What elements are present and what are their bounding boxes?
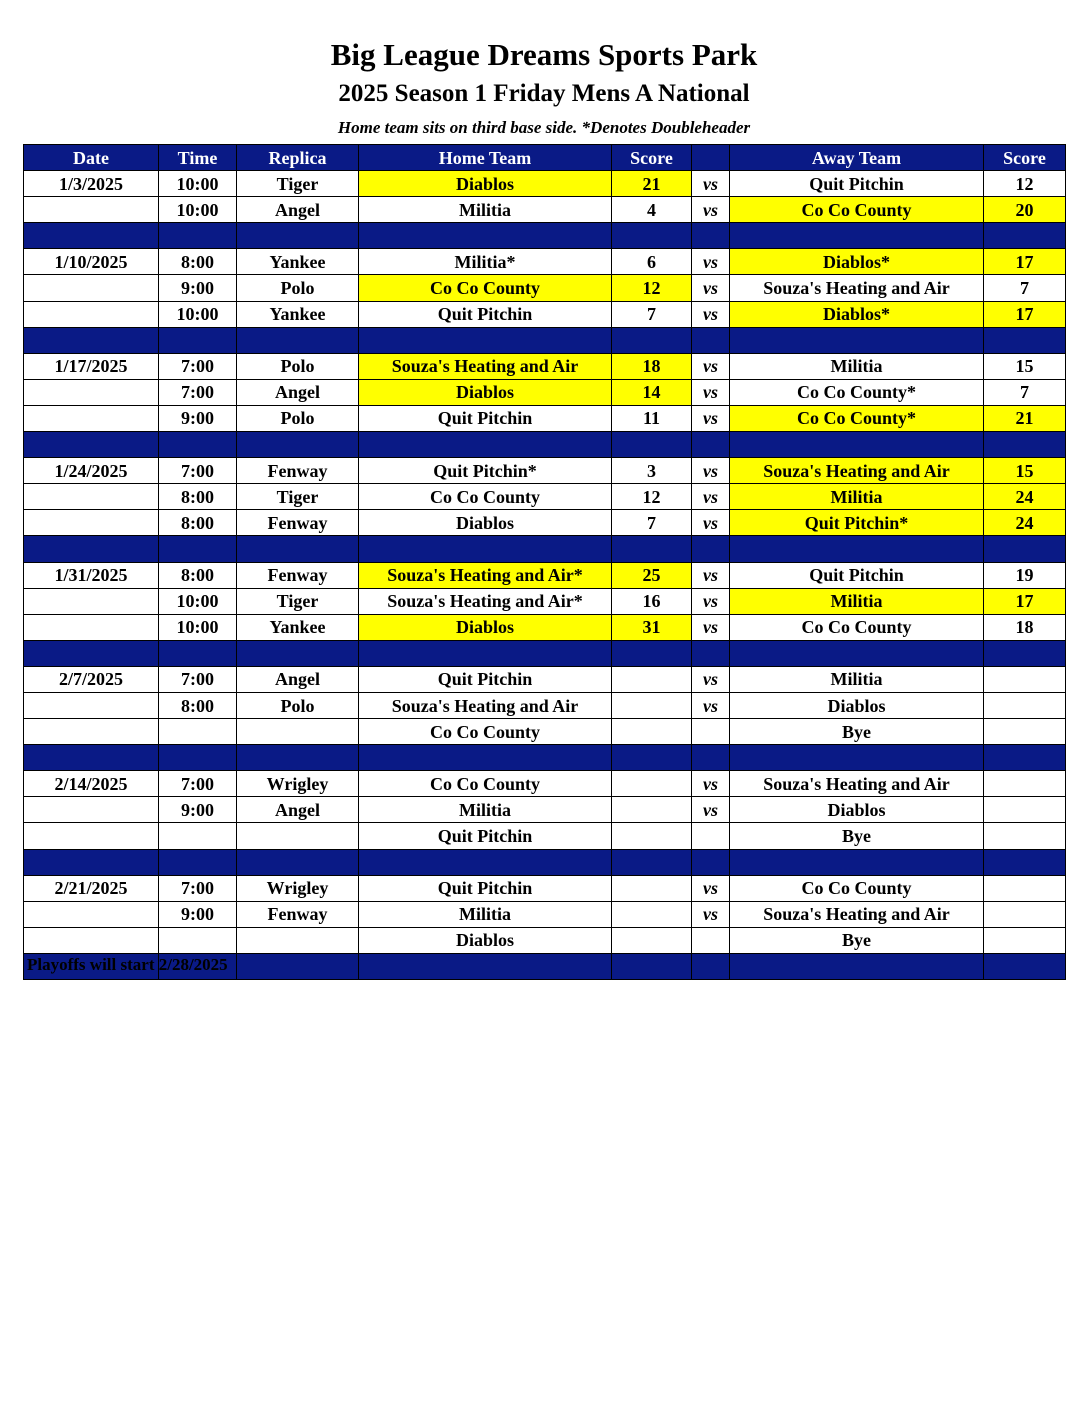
cell-date <box>24 484 159 510</box>
cell-away-score <box>984 875 1066 901</box>
cell-away-team: Militia <box>730 484 984 510</box>
cell-home-score: 25 <box>612 562 692 588</box>
cell-date: 2/21/2025 <box>24 875 159 901</box>
cell-home-score: 18 <box>612 353 692 379</box>
schedule-note: Home team sits on third base side. *Denotes Doubleheader <box>337 118 751 137</box>
col-header-time: Time <box>159 145 237 171</box>
separator-cell <box>730 432 984 458</box>
game-row <box>24 692 1066 718</box>
cell-home-score <box>612 901 692 927</box>
cell-time: 8:00 <box>159 484 237 510</box>
page-subtitle: 2025 Season 1 Friday Mens A National <box>338 80 750 107</box>
game-row <box>24 353 1066 379</box>
cell-time: 7:00 <box>159 458 237 484</box>
cell-away-team: Co Co County* <box>730 379 984 405</box>
game-row <box>24 901 1066 927</box>
separator-cell <box>237 432 359 458</box>
cell-home-team: Militia* <box>359 249 612 275</box>
separator-cell <box>730 745 984 771</box>
separator-cell <box>612 536 692 562</box>
cell-away-score: 12 <box>984 171 1066 197</box>
cell-away-score: 24 <box>984 484 1066 510</box>
separator-cell <box>692 849 730 875</box>
cell-time: 10:00 <box>159 171 237 197</box>
cell-vs: vs <box>692 458 730 484</box>
separator-cell <box>237 223 359 249</box>
separator-cell <box>24 849 159 875</box>
cell-away-team: Militia <box>730 588 984 614</box>
cell-replica: Tiger <box>237 484 359 510</box>
cell-vs <box>692 823 730 849</box>
cell-away-team: Co Co County <box>730 875 984 901</box>
col-header-away-score: Score <box>984 145 1066 171</box>
separator-cell <box>730 640 984 666</box>
separator-cell <box>359 640 612 666</box>
week-separator-row <box>24 640 1066 666</box>
game-row <box>24 823 1066 849</box>
game-row <box>24 458 1066 484</box>
separator-cell <box>692 327 730 353</box>
cell-home-score: 14 <box>612 379 692 405</box>
cell-home-team: Quit Pitchin <box>359 666 612 692</box>
cell-away-score <box>984 666 1066 692</box>
cell-time: 8:00 <box>159 249 237 275</box>
cell-vs: vs <box>692 379 730 405</box>
cell-date <box>24 823 159 849</box>
cell-away-score: 7 <box>984 379 1066 405</box>
cell-home-team: Militia <box>359 797 612 823</box>
game-row <box>24 771 1066 797</box>
separator-cell <box>692 640 730 666</box>
separator-cell <box>692 432 730 458</box>
separator-cell <box>984 327 1066 353</box>
cell-replica: Angel <box>237 197 359 223</box>
cell-home-score <box>612 797 692 823</box>
separator-cell <box>237 327 359 353</box>
cell-away-score <box>984 823 1066 849</box>
separator-cell <box>730 327 984 353</box>
week-separator-row <box>24 432 1066 458</box>
game-row <box>24 510 1066 536</box>
cell-date <box>24 692 159 718</box>
cell-vs: vs <box>692 197 730 223</box>
cell-replica <box>237 823 359 849</box>
separator-cell <box>159 745 237 771</box>
cell-date: 2/7/2025 <box>24 666 159 692</box>
separator-cell <box>984 849 1066 875</box>
cell-away-score: 17 <box>984 249 1066 275</box>
separator-cell <box>359 953 612 979</box>
cell-time: 10:00 <box>159 197 237 223</box>
cell-date: 1/3/2025 <box>24 171 159 197</box>
schedule-header-row <box>24 145 1066 171</box>
cell-time: 8:00 <box>159 510 237 536</box>
separator-cell <box>359 849 612 875</box>
cell-replica: Fenway <box>237 562 359 588</box>
cell-time: 7:00 <box>159 875 237 901</box>
cell-home-team: Souza's Heating and Air* <box>359 588 612 614</box>
separator-cell <box>692 536 730 562</box>
cell-home-score: 21 <box>612 171 692 197</box>
separator-cell <box>730 223 984 249</box>
separator-cell <box>692 953 730 979</box>
cell-away-score: 20 <box>984 197 1066 223</box>
cell-home-score: 16 <box>612 588 692 614</box>
cell-replica: Yankee <box>237 249 359 275</box>
cell-away-score: 17 <box>984 588 1066 614</box>
cell-away-team: Militia <box>730 666 984 692</box>
cell-home-score: 12 <box>612 275 692 301</box>
cell-home-score <box>612 666 692 692</box>
cell-away-team: Souza's Heating and Air <box>730 771 984 797</box>
cell-date <box>24 510 159 536</box>
cell-home-team: Diablos <box>359 379 612 405</box>
game-row <box>24 275 1066 301</box>
cell-time: 9:00 <box>159 797 237 823</box>
game-row <box>24 405 1066 431</box>
cell-home-team: Diablos <box>359 614 612 640</box>
cell-away-score <box>984 719 1066 745</box>
cell-home-team: Co Co County <box>359 484 612 510</box>
cell-home-score: 12 <box>612 484 692 510</box>
cell-away-team: Quit Pitchin <box>730 562 984 588</box>
col-header-date: Date <box>24 145 159 171</box>
cell-time <box>159 927 237 953</box>
cell-date <box>24 275 159 301</box>
game-row <box>24 484 1066 510</box>
schedule-table <box>23 144 1066 980</box>
separator-cell <box>159 223 237 249</box>
col-header-replica: Replica <box>237 145 359 171</box>
cell-time: 7:00 <box>159 771 237 797</box>
cell-replica: Wrigley <box>237 771 359 797</box>
cell-away-team: Militia <box>730 353 984 379</box>
cell-away-score <box>984 797 1066 823</box>
game-row <box>24 797 1066 823</box>
cell-time <box>159 823 237 849</box>
cell-home-score: 31 <box>612 614 692 640</box>
cell-home-team: Quit Pitchin* <box>359 458 612 484</box>
separator-cell <box>730 953 984 979</box>
separator-cell <box>237 640 359 666</box>
cell-away-score: 18 <box>984 614 1066 640</box>
cell-vs: vs <box>692 614 730 640</box>
cell-replica: Yankee <box>237 614 359 640</box>
separator-cell <box>24 745 159 771</box>
cell-time: 8:00 <box>159 562 237 588</box>
game-row <box>24 379 1066 405</box>
cell-away-score: 7 <box>984 275 1066 301</box>
cell-replica: Fenway <box>237 458 359 484</box>
cell-date <box>24 405 159 431</box>
cell-time: 10:00 <box>159 614 237 640</box>
game-row <box>24 562 1066 588</box>
week-separator-row <box>24 223 1066 249</box>
cell-replica: Fenway <box>237 901 359 927</box>
cell-replica: Wrigley <box>237 875 359 901</box>
cell-home-team: Diablos <box>359 171 612 197</box>
cell-date: 1/31/2025 <box>24 562 159 588</box>
page-title: Big League Dreams Sports Park <box>330 37 758 72</box>
separator-cell <box>984 432 1066 458</box>
cell-home-team: Co Co County <box>359 771 612 797</box>
game-row <box>24 588 1066 614</box>
cell-vs: vs <box>692 666 730 692</box>
cell-date <box>24 614 159 640</box>
separator-cell <box>24 640 159 666</box>
cell-home-team: Militia <box>359 901 612 927</box>
cell-away-score: 24 <box>984 510 1066 536</box>
cell-replica: Polo <box>237 275 359 301</box>
separator-cell <box>984 640 1066 666</box>
cell-home-score: 7 <box>612 301 692 327</box>
cell-vs: vs <box>692 484 730 510</box>
separator-cell <box>984 953 1066 979</box>
cell-away-team: Co Co County <box>730 197 984 223</box>
cell-time: 10:00 <box>159 588 237 614</box>
separator-cell <box>359 432 612 458</box>
cell-away-score <box>984 771 1066 797</box>
cell-home-team: Militia <box>359 197 612 223</box>
cell-away-team: Quit Pitchin* <box>730 510 984 536</box>
cell-away-score: 15 <box>984 458 1066 484</box>
cell-replica: Angel <box>237 379 359 405</box>
cell-date <box>24 927 159 953</box>
cell-home-score: 11 <box>612 405 692 431</box>
cell-home-team: Co Co County <box>359 719 612 745</box>
cell-date: 1/10/2025 <box>24 249 159 275</box>
week-separator-row <box>24 849 1066 875</box>
cell-away-score: 21 <box>984 405 1066 431</box>
cell-away-team: Diablos* <box>730 301 984 327</box>
cell-time: 7:00 <box>159 379 237 405</box>
cell-away-team: Diablos <box>730 692 984 718</box>
cell-away-team: Souza's Heating and Air <box>730 275 984 301</box>
cell-replica: Tiger <box>237 171 359 197</box>
cell-away-score <box>984 927 1066 953</box>
cell-home-score: 4 <box>612 197 692 223</box>
cell-away-score: 19 <box>984 562 1066 588</box>
game-row <box>24 666 1066 692</box>
separator-cell <box>24 327 159 353</box>
cell-vs: vs <box>692 692 730 718</box>
cell-replica: Fenway <box>237 510 359 536</box>
game-row <box>24 927 1066 953</box>
cell-home-team: Souza's Heating and Air* <box>359 562 612 588</box>
cell-vs: vs <box>692 353 730 379</box>
cell-away-team: Souza's Heating and Air <box>730 458 984 484</box>
cell-vs: vs <box>692 510 730 536</box>
separator-cell <box>692 223 730 249</box>
cell-replica: Angel <box>237 797 359 823</box>
separator-cell <box>359 223 612 249</box>
cell-home-team: Souza's Heating and Air <box>359 353 612 379</box>
cell-time: 9:00 <box>159 901 237 927</box>
cell-time <box>159 719 237 745</box>
cell-away-team: Co Co County <box>730 614 984 640</box>
game-row <box>24 249 1066 275</box>
cell-vs: vs <box>692 405 730 431</box>
cell-time: 8:00 <box>159 692 237 718</box>
cell-home-score <box>612 719 692 745</box>
separator-cell <box>24 432 159 458</box>
separator-cell <box>359 745 612 771</box>
separator-cell <box>612 745 692 771</box>
separator-cell <box>24 223 159 249</box>
separator-cell <box>612 223 692 249</box>
separator-cell <box>24 536 159 562</box>
cell-home-team: Co Co County <box>359 275 612 301</box>
separator-cell <box>359 327 612 353</box>
cell-time: 7:00 <box>159 353 237 379</box>
week-separator-row <box>24 327 1066 353</box>
cell-replica <box>237 927 359 953</box>
separator-cell <box>692 745 730 771</box>
cell-date <box>24 197 159 223</box>
cell-away-team: Bye <box>730 719 984 745</box>
game-row <box>24 614 1066 640</box>
cell-date <box>24 719 159 745</box>
cell-home-score: 7 <box>612 510 692 536</box>
cell-away-score: 15 <box>984 353 1066 379</box>
cell-date: 1/17/2025 <box>24 353 159 379</box>
col-header-home-team: Home Team <box>359 145 612 171</box>
separator-cell <box>730 849 984 875</box>
separator-cell <box>237 953 359 979</box>
cell-home-team: Quit Pitchin <box>359 301 612 327</box>
col-header-home-score: Score <box>612 145 692 171</box>
cell-time: 7:00 <box>159 666 237 692</box>
separator-cell <box>159 536 237 562</box>
game-row <box>24 719 1066 745</box>
cell-vs <box>692 719 730 745</box>
cell-away-team: Bye <box>730 927 984 953</box>
cell-vs: vs <box>692 901 730 927</box>
cell-vs <box>692 927 730 953</box>
separator-cell <box>159 849 237 875</box>
separator-cell <box>984 536 1066 562</box>
separator-cell <box>984 745 1066 771</box>
cell-replica: Polo <box>237 405 359 431</box>
separator-cell <box>237 849 359 875</box>
cell-replica: Angel <box>237 666 359 692</box>
separator-cell <box>612 953 692 979</box>
separator-cell <box>359 536 612 562</box>
cell-replica: Yankee <box>237 301 359 327</box>
col-header-vs <box>692 145 730 171</box>
cell-date <box>24 588 159 614</box>
game-row <box>24 171 1066 197</box>
cell-date <box>24 379 159 405</box>
cell-vs: vs <box>692 171 730 197</box>
cell-date <box>24 901 159 927</box>
separator-cell <box>159 640 237 666</box>
cell-vs: vs <box>692 771 730 797</box>
separator-cell <box>730 536 984 562</box>
cell-vs: vs <box>692 797 730 823</box>
cell-away-score <box>984 901 1066 927</box>
week-separator-row <box>24 745 1066 771</box>
cell-vs: vs <box>692 562 730 588</box>
cell-home-score <box>612 927 692 953</box>
game-row <box>24 301 1066 327</box>
cell-time: 10:00 <box>159 301 237 327</box>
cell-away-team: Souza's Heating and Air <box>730 901 984 927</box>
cell-away-score: 17 <box>984 301 1066 327</box>
separator-cell <box>237 745 359 771</box>
cell-vs: vs <box>692 275 730 301</box>
cell-home-score <box>612 692 692 718</box>
playoffs-note: Playoffs will start 2/28/2025 <box>27 955 228 974</box>
cell-home-score <box>612 771 692 797</box>
separator-cell <box>612 327 692 353</box>
cell-date: 2/14/2025 <box>24 771 159 797</box>
cell-home-score: 6 <box>612 249 692 275</box>
cell-away-team: Bye <box>730 823 984 849</box>
cell-replica: Polo <box>237 692 359 718</box>
cell-replica: Tiger <box>237 588 359 614</box>
cell-home-team: Quit Pitchin <box>359 405 612 431</box>
cell-away-score <box>984 692 1066 718</box>
separator-cell <box>612 432 692 458</box>
cell-date: 1/24/2025 <box>24 458 159 484</box>
cell-home-score <box>612 823 692 849</box>
game-row <box>24 197 1066 223</box>
cell-home-team: Quit Pitchin <box>359 823 612 849</box>
cell-home-team: Souza's Heating and Air <box>359 692 612 718</box>
cell-home-team: Diablos <box>359 927 612 953</box>
separator-cell <box>612 640 692 666</box>
cell-vs: vs <box>692 588 730 614</box>
cell-date <box>24 797 159 823</box>
cell-away-team: Diablos* <box>730 249 984 275</box>
cell-away-team: Quit Pitchin <box>730 171 984 197</box>
cell-time: 9:00 <box>159 275 237 301</box>
cell-away-team: Co Co County* <box>730 405 984 431</box>
cell-home-score <box>612 875 692 901</box>
cell-time: 9:00 <box>159 405 237 431</box>
cell-vs: vs <box>692 875 730 901</box>
cell-replica <box>237 719 359 745</box>
separator-cell <box>612 849 692 875</box>
col-header-away-team: Away Team <box>730 145 984 171</box>
cell-home-team: Diablos <box>359 510 612 536</box>
cell-home-score: 3 <box>612 458 692 484</box>
cell-vs: vs <box>692 249 730 275</box>
cell-away-team: Diablos <box>730 797 984 823</box>
separator-cell <box>159 432 237 458</box>
week-separator-row <box>24 536 1066 562</box>
cell-date <box>24 301 159 327</box>
schedule-body <box>24 171 1066 980</box>
cell-vs: vs <box>692 301 730 327</box>
cell-home-team: Quit Pitchin <box>359 875 612 901</box>
separator-cell <box>237 536 359 562</box>
separator-cell <box>159 327 237 353</box>
game-row <box>24 875 1066 901</box>
separator-cell <box>984 223 1066 249</box>
cell-replica: Polo <box>237 353 359 379</box>
